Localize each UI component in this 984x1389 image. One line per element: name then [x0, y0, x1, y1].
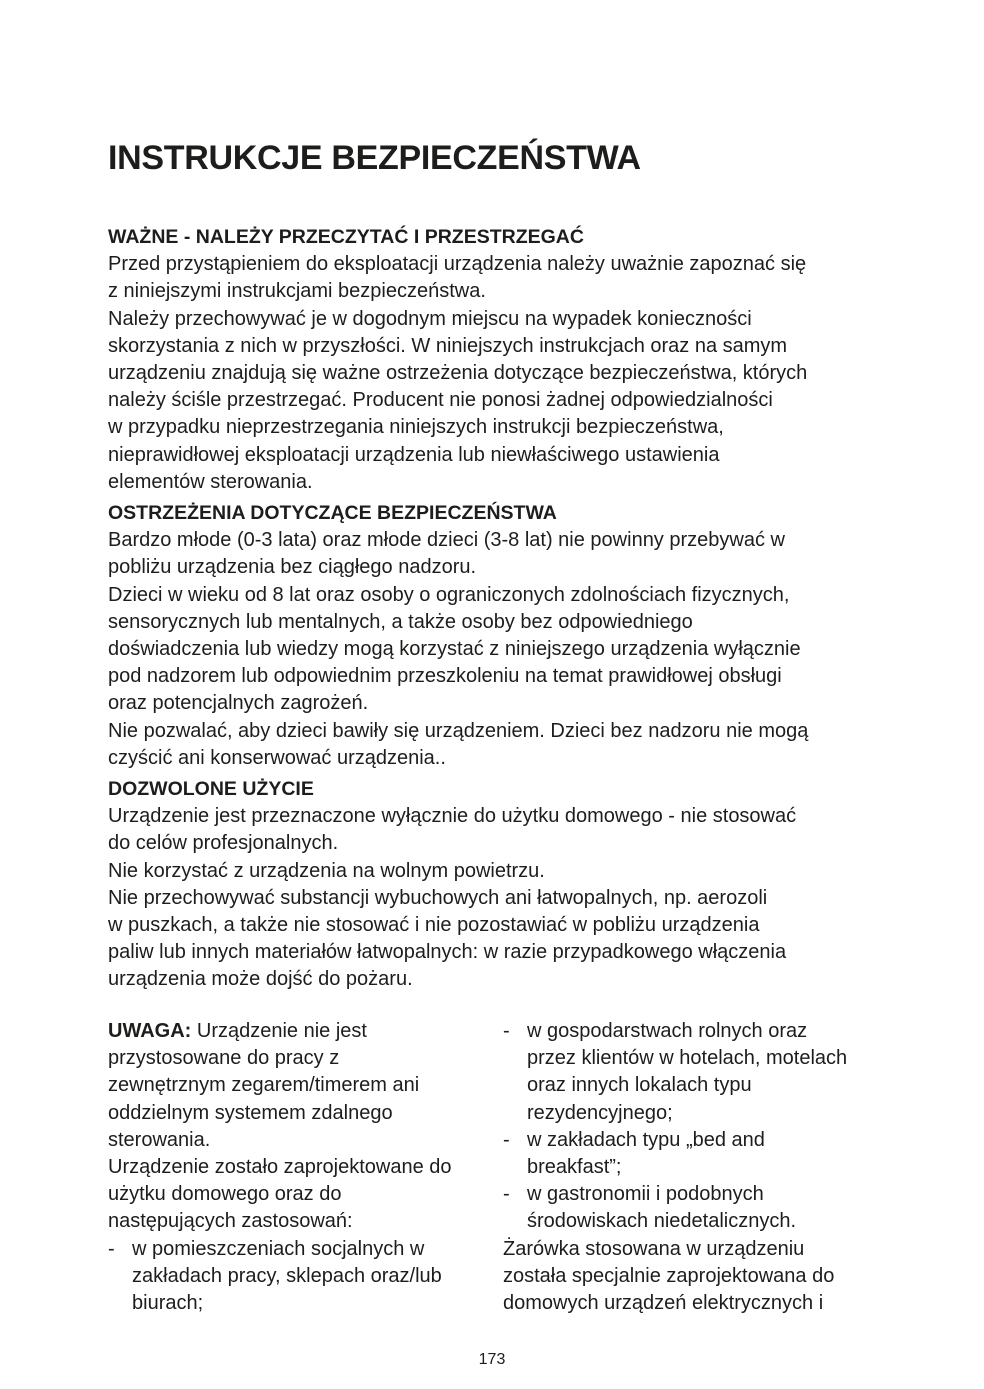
body-line: z niniejszymi instrukcjami bezpieczeństwa. [108, 280, 486, 303]
body-line: skorzystania z nich w przyszłości. W niniejszych instrukcjach oraz na samym [108, 334, 788, 357]
section-heading-safety-warnings: OSTRZEŻENIA DOTYCZĄCE BEZPIECZEŃSTWA [108, 502, 557, 525]
body-line: nieprawidłowej eksploatacji urządzenia lub niewłaściwego ustawienia [108, 443, 720, 466]
right-column [503, 1018, 893, 1317]
bullet-line: biurach; [132, 1292, 204, 1315]
section-body-safety-warnings [108, 527, 888, 772]
section-body-important [108, 251, 888, 496]
list-item [503, 1018, 893, 1127]
body-line: elementów sterowania. [108, 470, 313, 493]
body-line: następujących zastosowań: [108, 1210, 353, 1233]
body-line: Nie korzystać z urządzenia na wolnym powietrzu. [108, 859, 545, 882]
body-line: należy ściśle przestrzegać. Producent nie ponosi żadnej odpowiedzialności [108, 389, 773, 412]
body-line: Żarówka stosowana w urządzeniu [503, 1237, 805, 1260]
body-line: Przed przystąpieniem do eksploatacji urządzenia należy uważnie zapoznać się [108, 253, 807, 276]
body-line: Bardzo młode (0-3 lata) oraz młode dzieci (3-8 lat) nie powinny przebywać w [108, 529, 785, 552]
body-line: urządzeniu znajdują się ważne ostrzeżenia dotyczące bezpieczeństwa, których [108, 362, 808, 385]
bullet-line: breakfast”; [527, 1156, 622, 1179]
bullet-line: w gastronomii i podobnych [527, 1183, 764, 1206]
body-line: doświadczenia lub wiedzy mogą korzystać z niniejszego urządzenia wyłącznie [108, 638, 801, 661]
body-line: Nie pozwalać, aby dzieci bawiły się urządzeniem. Dzieci bez nadzoru nie mogą [108, 719, 809, 742]
page-title: INSTRUKCJE BEZPIECZEŃSTWA [108, 139, 641, 177]
body-line: użytku domowego oraz do [108, 1183, 342, 1206]
uwaga-text: Urządzenie nie jest [191, 1020, 367, 1042]
body-line: oraz potencjalnych zagrożeń. [108, 692, 369, 715]
body-line: została specjalnie zaprojektowana do [503, 1264, 835, 1287]
body-line: pod nadzorem lub odpowiednim przeszkoleniu na temat prawidłowej obsługi [108, 665, 782, 688]
uwaga-label: UWAGA: [108, 1020, 192, 1042]
body-line: pobliżu urządzenia bez ciągłego nadzoru. [108, 556, 477, 579]
uwaga-line [108, 1018, 488, 1045]
bullet-dash: - [108, 1237, 115, 1260]
section-heading-important: WAŻNE - NALEŻY PRZECZYTAĆ I PRZESTRZEGAĆ [108, 226, 584, 248]
bullet-line: przez klientów w hotelach, motelach [527, 1047, 848, 1070]
body-line: do celów profesjonalnych. [108, 832, 339, 855]
body-line: Urządzenie zostało zaprojektowane do [108, 1156, 452, 1179]
body-line: w przypadku nieprzestrzegania niniejszych instrukcji bezpieczeństwa, [108, 416, 724, 439]
body-line: Nie przechowywać substancji wybuchowych ani łatwopalnych, np. aerozoli [108, 886, 768, 909]
body-line: domowych urządzeń elektrycznych i [503, 1292, 824, 1315]
body-line: urządzenia może dojść do pożaru. [108, 968, 413, 991]
left-column [108, 1018, 488, 1317]
body-line: Dzieci w wieku od 8 lat oraz osoby o ograniczonych zdolnościach fizycznych, [108, 583, 790, 606]
body-line: paliw lub innych materiałów łatwopalnych: w razie przypadkowego włączenia [108, 941, 787, 964]
bullet-dash: - [503, 1020, 510, 1042]
bullet-line: rezydencyjnego; [527, 1101, 673, 1124]
section-body-permitted-use [108, 803, 888, 993]
bullet-line: zakładach pracy, sklepach oraz/lub [132, 1264, 442, 1287]
list-item [503, 1127, 893, 1181]
body-line: przystosowane do pracy z [108, 1047, 340, 1070]
list-item [503, 1181, 893, 1235]
main-body [108, 224, 888, 994]
body-line: w puszkach, a także nie stosować i nie pozostawiać w pobliżu urządzenia [108, 914, 760, 937]
list-item [108, 1236, 488, 1318]
body-line: zewnętrznym zegarem/timerem ani [108, 1074, 420, 1097]
body-line: sensorycznych lub mentalnych, a także osoby bez odpowiedniego [108, 610, 693, 633]
bullet-dash: - [503, 1128, 510, 1151]
bullet-line: w gospodarstwach rolnych oraz [527, 1020, 808, 1042]
body-line: Należy przechowywać je w dogodnym miejscu na wypadek konieczności [108, 307, 752, 330]
body-line: sterowania. [108, 1128, 211, 1151]
section-heading-permitted-use: DOZWOLONE UŻYCIE [108, 778, 314, 801]
body-line: Urządzenie jest przeznaczone wyłącznie do użytku domowego - nie stosować [108, 805, 797, 828]
page-number: 173 [478, 1351, 506, 1368]
bullet-dash: - [503, 1183, 510, 1206]
bullet-line: w zakładach typu „bed and [527, 1128, 765, 1151]
bullet-line: w pomieszczeniach socjalnych w [132, 1237, 425, 1260]
bullet-line: środowiskach niedetalicznych. [527, 1210, 797, 1233]
body-line: czyścić ani konserwować urządzenia.. [108, 746, 446, 769]
bullet-line: oraz innych lokalach typu [527, 1074, 752, 1097]
body-line: oddzielnym systemem zdalnego [108, 1101, 393, 1124]
